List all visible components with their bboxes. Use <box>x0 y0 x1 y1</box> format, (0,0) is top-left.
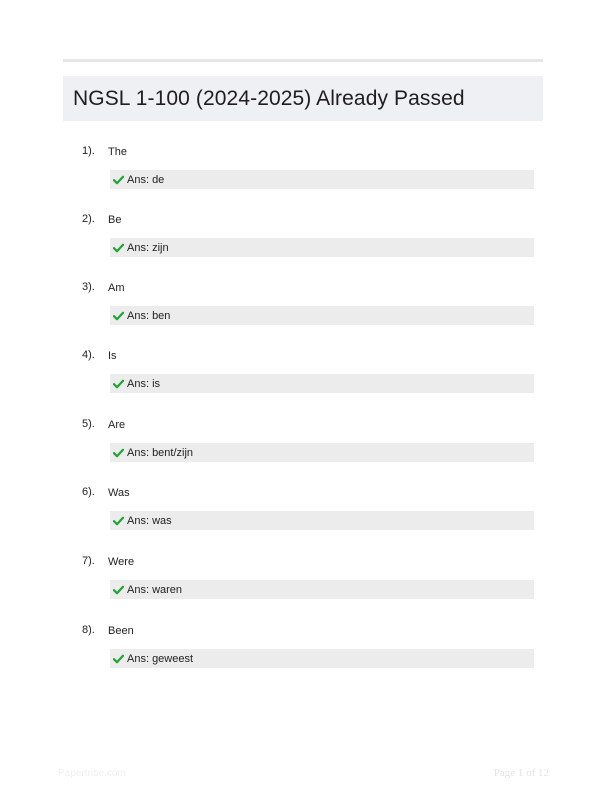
footer-site: Papertribe.com <box>58 768 126 779</box>
answer-text: Ans: is <box>127 377 161 390</box>
title-banner <box>63 76 543 121</box>
check-icon <box>113 311 124 321</box>
question-number: 1). <box>82 145 95 157</box>
check-icon <box>113 654 124 664</box>
question-text: Been <box>108 625 134 637</box>
answer-box <box>110 443 534 462</box>
question-text: Were <box>108 556 135 568</box>
answer-box <box>110 511 534 530</box>
question-text: The <box>108 146 127 158</box>
answer-text: Ans: ben <box>127 309 171 322</box>
answer-text: Ans: zijn <box>127 241 169 254</box>
question-number: 3). <box>82 281 95 293</box>
question-text: Am <box>108 282 125 294</box>
check-icon <box>113 585 124 595</box>
answer-text: Ans: was <box>127 514 172 527</box>
check-icon <box>113 448 124 458</box>
question-number: 2). <box>82 213 95 225</box>
question-number: 7). <box>82 555 95 567</box>
page-number: Page 1 of 12 <box>493 767 549 779</box>
answer-box <box>110 170 534 189</box>
check-icon <box>113 175 124 185</box>
check-icon <box>113 516 124 526</box>
answer-box <box>110 649 534 668</box>
answer-text: Ans: bent/zijn <box>127 446 194 459</box>
answer-text: Ans: de <box>127 173 165 186</box>
answer-box <box>110 580 534 599</box>
question-number: 8). <box>82 624 95 636</box>
answer-box <box>110 374 534 393</box>
question-text: Be <box>108 214 122 226</box>
question-text: Are <box>108 419 126 431</box>
answer-box <box>110 238 534 257</box>
check-icon <box>113 379 124 389</box>
check-icon <box>113 243 124 253</box>
question-text: Is <box>108 350 117 362</box>
question-number: 5). <box>82 418 95 430</box>
page-title: NGSL 1-100 (2024-2025) Already Passed <box>73 86 465 110</box>
answer-text: Ans: waren <box>127 583 183 596</box>
top-divider <box>63 59 543 62</box>
answer-text: Ans: geweest <box>127 652 194 665</box>
answer-box <box>110 306 534 325</box>
question-number: 6). <box>82 486 95 498</box>
question-number: 4). <box>82 349 95 361</box>
question-text: Was <box>108 487 130 499</box>
